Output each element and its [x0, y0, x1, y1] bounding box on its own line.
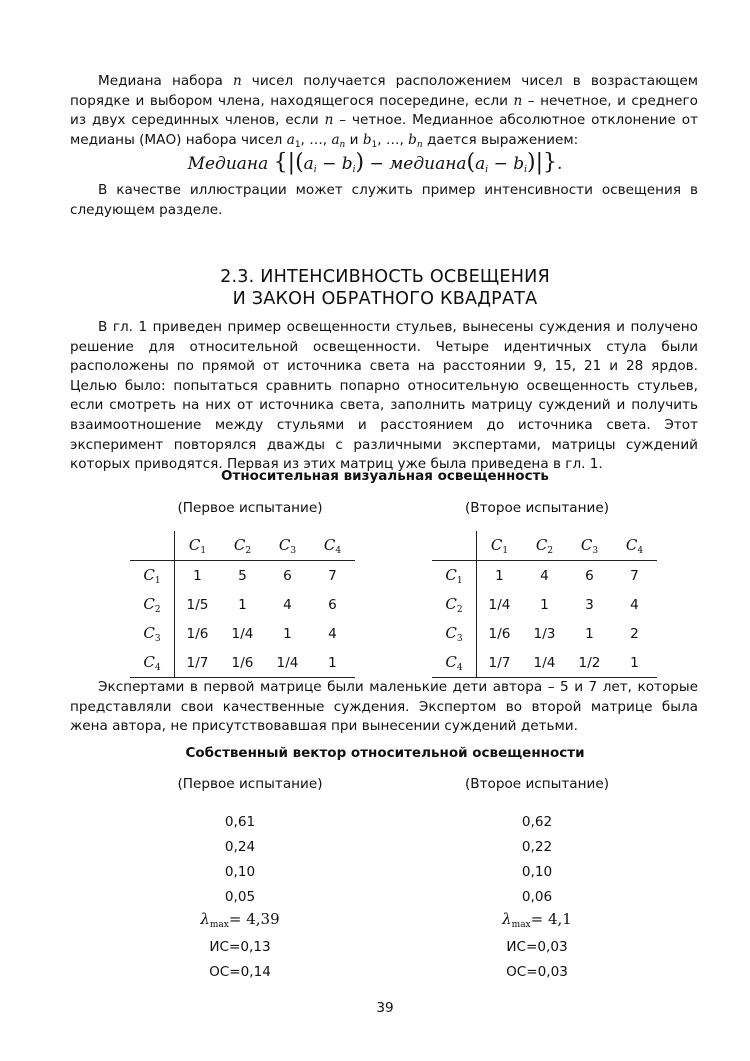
matrix-cell: 1/3: [533, 625, 556, 642]
matrix-row: [130, 648, 355, 678]
matrix-row-header: $C_2$: [130, 590, 175, 619]
matrix-col-header: $C_1$: [175, 531, 221, 561]
matrix-cell: 1/7: [175, 648, 221, 678]
matrix-row: [432, 619, 657, 648]
matrix-cell: 1/4: [231, 625, 254, 642]
matrix-cell: 1: [310, 648, 355, 678]
intro-paragraph: Медиана набора n чисел получается расположением чисел в возрастающем порядке и выбором члена, находящегося посередине, если n – нечетное, и среднего из двух серединных членов, если n – четное. Медианное абсолютное отклонение от медианы (МАО) набора чисел $a_1$, …, $a_n$ и $b_1$, …, $b_n$ дается выражением:: [70, 73, 699, 150]
matrix-row-header: $C_4$: [130, 648, 175, 678]
vector1-value-1: 0,61: [224, 814, 256, 830]
matrix-row: [432, 561, 657, 591]
matrix1-label: (Первое испытание): [177, 500, 323, 516]
matrix-corner: [130, 531, 175, 561]
matrix-cell: 4: [630, 596, 639, 613]
vector2-value-1: 0,62: [521, 814, 553, 830]
matrix-cell: 6: [283, 567, 292, 584]
matrix-cell: 1/4: [522, 648, 567, 678]
matrix-cell: 1: [612, 648, 657, 678]
matrix-row: [432, 648, 657, 678]
matrix-cell: 1: [585, 625, 594, 642]
vector1-os: ОС=0,14: [209, 964, 271, 980]
matrix-cell: 4: [328, 625, 337, 642]
matrix-cell: 1/2: [567, 648, 612, 678]
vector2-value-3: 0,10: [521, 864, 553, 880]
matrix-col-header: $C_2$: [220, 531, 265, 561]
matrix-cell: 4: [283, 596, 292, 613]
matrix-row-header: $C_4$: [432, 648, 477, 678]
matrix-cell: 1/5: [186, 596, 209, 613]
matrix-cell: 1: [193, 567, 202, 584]
vector1-value-4: 0,05: [224, 889, 256, 905]
matrix-row-header: $C_3$: [130, 619, 175, 648]
matrix-row-header: $C_1$: [130, 561, 175, 591]
matrix-cell: 1: [495, 567, 504, 584]
matrix-row: [432, 590, 657, 619]
page-number: 39: [376, 1000, 394, 1016]
vectors-caption: Собственный вектор относительной освещенности: [185, 745, 585, 761]
matrix-cell: 1/6: [488, 625, 511, 642]
section-title-line2: И ЗАКОН ОБРАТНОГО КВАДРАТА: [232, 289, 538, 309]
matrices-caption: Относительная визуальная освещенность: [221, 468, 549, 484]
matrix-row: [130, 561, 355, 591]
matrix-row-header: $C_1$: [432, 561, 477, 591]
vector1-lambda: $\lambda_{max}= 4,39$: [200, 910, 280, 930]
matrix-cell: 1: [540, 596, 549, 613]
matrix-cell: 3: [585, 596, 594, 613]
matrix-cell: 1/7: [477, 648, 523, 678]
matrix-cell: 4: [540, 567, 549, 584]
matrix-col-header: $C_3$: [567, 531, 612, 561]
matrix-cell: 6: [585, 567, 594, 584]
vector1-value-3: 0,10: [224, 864, 256, 880]
matrix-row: [130, 590, 355, 619]
matrix-cell: 1/6: [220, 648, 265, 678]
vector2-value-4: 0,06: [521, 889, 553, 905]
matrix-cell: 1/4: [265, 648, 310, 678]
matrix-cell: 7: [328, 567, 337, 584]
vector2-lambda: $\lambda_{max}= 4,1$: [502, 910, 572, 930]
matrix-trial-1: [130, 531, 355, 678]
vector1-is: ИС=0,13: [209, 939, 271, 955]
matrix-trial-2: [432, 531, 657, 678]
vector2-os: ОС=0,03: [506, 964, 568, 980]
matrix-cell: 5: [238, 567, 247, 584]
matrix-col-header: $C_1$: [477, 531, 523, 561]
section-paragraph-1: В гл. 1 приведен пример освещенности стульев, вынесены суждения и получено решение для относительной освещенности. Четыре идентичных стула были расположены по прямой от источника света на расстоянии 9, 15, 21 и 28 ярдов. Целью было: попытаться сравнить попарно относительную освещенность стульев, если смотреть на них от источника света, заполнить матрицу суждений и получить взаимоотношение между стульями и расстоянием до источника света. Этот эксперимент повторялся дважды с различными экспертами, матрицы суждений которых приводятся. Первая из этих матриц уже была приведена в гл. 1.: [70, 319, 698, 473]
section-paragraph-2: Экспертами в первой матрице были маленькие дети автора – 5 и 7 лет, которые представляли свои качественные суждения. Экспертом во второй матрице была жена автора, не присутствовавшая при вынесении суждений детьми.: [70, 679, 698, 735]
matrix-col-header: $C_4$: [612, 531, 657, 561]
vector1-label: (Первое испытание): [177, 776, 323, 792]
matrix-cell: 7: [630, 567, 639, 584]
section-title: [0, 266, 750, 310]
matrix-row-header: $C_3$: [432, 619, 477, 648]
matrix-cell: 1: [238, 596, 247, 613]
matrix-col-header: $C_2$: [522, 531, 567, 561]
matrix-col-header: $C_3$: [265, 531, 310, 561]
matrix-row-header: $C_2$: [432, 590, 477, 619]
matrix-row: [130, 619, 355, 648]
vector2-value-2: 0,22: [521, 839, 553, 855]
matrix-cell: 2: [630, 625, 639, 642]
intro-paragraph-2: В качестве иллюстрации может служить пример интенсивности освещения в следующем разделе.: [70, 182, 698, 218]
matrix-cell: 6: [328, 596, 337, 613]
vector2-label: (Второе испытание): [464, 776, 610, 792]
vector1-value-2: 0,24: [224, 839, 256, 855]
matrix-corner: [432, 531, 477, 561]
section-title-line1: 2.3. ИНТЕНСИВНОСТЬ ОСВЕЩЕНИЯ: [220, 267, 550, 287]
matrix-cell: 1/6: [186, 625, 209, 642]
matrix-col-header: $C_4$: [310, 531, 355, 561]
matrix-cell: 1/4: [488, 596, 511, 613]
matrix2-label: (Второе испытание): [464, 500, 610, 516]
vector2-is: ИС=0,03: [506, 939, 568, 955]
median-formula: Медиана {$|(a_i - b_i)$ − $медиана(a_i - b_i)|$}.: [187, 150, 563, 175]
matrix-cell: 1: [283, 625, 292, 642]
